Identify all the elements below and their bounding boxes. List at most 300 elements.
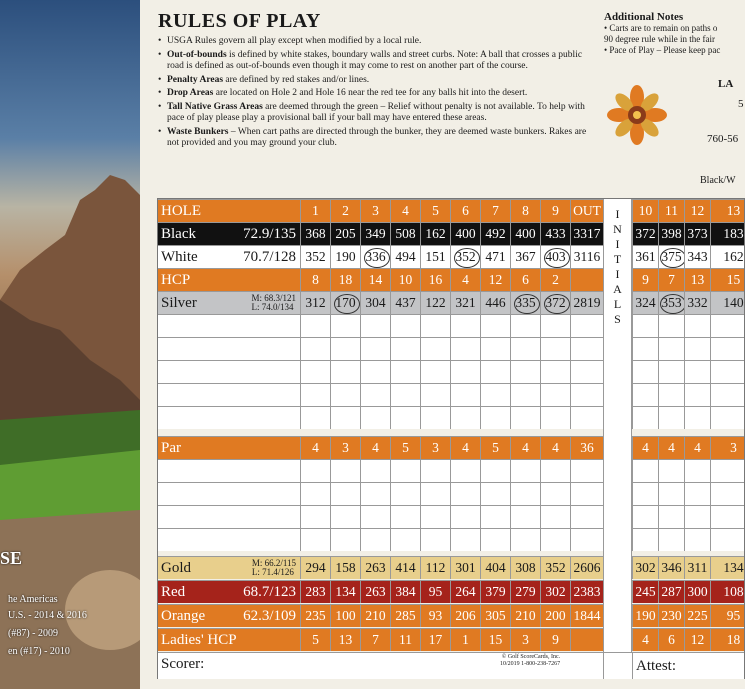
score-entry-row[interactable] xyxy=(158,505,744,528)
hole-10-cell: 10 xyxy=(632,200,658,222)
hole-5-cell[interactable] xyxy=(420,506,450,528)
hole-1-cell[interactable] xyxy=(300,460,330,482)
award-line-1: he Americas xyxy=(8,594,58,605)
hole-10-cell[interactable] xyxy=(632,506,658,528)
hole-2-cell: 100 xyxy=(330,605,360,627)
hole-9-cell[interactable] xyxy=(540,338,570,360)
row-label xyxy=(158,629,300,651)
row-label xyxy=(158,384,300,406)
hole-4-cell: 10 xyxy=(390,269,420,291)
contact-line: 760-56 xyxy=(707,133,739,145)
hole-13-cell: 95 xyxy=(710,605,745,627)
hole-9-cell: 9 xyxy=(540,629,570,651)
score-entry-row[interactable] xyxy=(158,360,744,383)
hole-2-cell[interactable] xyxy=(330,315,360,337)
initials-letter: S xyxy=(614,312,621,326)
hole-9-cell: 433 xyxy=(540,223,570,245)
hole-7-cell[interactable] xyxy=(480,506,510,528)
hole-10-cell[interactable] xyxy=(632,407,658,429)
hole-6-cell[interactable] xyxy=(450,460,480,482)
hole-7-cell[interactable] xyxy=(480,338,510,360)
hole-10-cell[interactable] xyxy=(632,483,658,505)
row-label: HOLE xyxy=(161,202,201,219)
rule-item: • Out-of-bounds is defined by white stakes, boundary walls and street curbs. Note: A ball that crosses a public road is defined as out-of-bounds even though it may come to rest on another part of the course. xyxy=(158,50,598,73)
gold-row xyxy=(158,556,744,579)
hole-4-cell[interactable] xyxy=(390,529,420,551)
hole-3-cell: 3 xyxy=(360,200,390,222)
hole-2-cell[interactable] xyxy=(330,361,360,383)
out-total-cell: 3317 xyxy=(570,223,603,245)
hole-2-cell[interactable] xyxy=(330,384,360,406)
hole-5-cell: 16 xyxy=(420,269,450,291)
hole-13-cell[interactable] xyxy=(710,407,745,429)
hole-6-cell[interactable] xyxy=(450,407,480,429)
hole-4-cell: 5 xyxy=(390,437,420,459)
hole-3-cell[interactable] xyxy=(360,529,390,551)
row-label xyxy=(158,506,300,528)
score-entry-row[interactable] xyxy=(158,314,744,337)
hole-6-cell: 352 xyxy=(450,246,480,268)
hole-12-cell[interactable] xyxy=(684,460,710,482)
hole-12-cell[interactable] xyxy=(684,361,710,383)
hole-2-cell[interactable] xyxy=(330,529,360,551)
hole-3-cell[interactable] xyxy=(360,338,390,360)
hole-6-cell[interactable] xyxy=(450,338,480,360)
hole-12-cell: 12 xyxy=(684,200,710,222)
hole-3-cell[interactable] xyxy=(360,407,390,429)
hole-5-cell[interactable] xyxy=(420,460,450,482)
hole-7-cell[interactable] xyxy=(480,529,510,551)
hole-13-cell[interactable] xyxy=(710,384,745,406)
rule-item: • USGA Rules govern all play except when modified by a local rule. xyxy=(158,36,598,48)
hole-2-cell: 13 xyxy=(330,629,360,651)
hole-8-cell[interactable] xyxy=(510,361,540,383)
hole-2-cell[interactable] xyxy=(330,460,360,482)
hole-4-cell[interactable] xyxy=(390,407,420,429)
hole-8-cell: 308 xyxy=(510,557,540,579)
hole-6-cell[interactable] xyxy=(450,361,480,383)
hole-13-cell[interactable] xyxy=(710,361,745,383)
hole-1-cell: 283 xyxy=(300,581,330,603)
hole-9-cell: 302 xyxy=(540,581,570,603)
out-total-cell: 2819 xyxy=(570,292,603,314)
hole-13-cell: 108 xyxy=(710,581,745,603)
hole-9-cell[interactable] xyxy=(540,460,570,482)
hole-9-cell[interactable] xyxy=(540,361,570,383)
tee-name: Ladies' HCP xyxy=(161,631,237,648)
hole-3-cell: 7 xyxy=(360,629,390,651)
hole-13-cell[interactable] xyxy=(710,483,745,505)
tee-name: Orange xyxy=(161,607,206,624)
hole-2-cell[interactable] xyxy=(330,407,360,429)
hole-11-cell[interactable] xyxy=(658,338,684,360)
hcp-row xyxy=(158,268,744,291)
par-row xyxy=(158,436,744,459)
row-label xyxy=(158,361,300,383)
row-label xyxy=(158,605,300,627)
hole-3-cell[interactable] xyxy=(360,384,390,406)
rule-item: • Penalty Areas are defined by red stakes and/or lines. xyxy=(158,75,598,87)
hole-1-cell: 368 xyxy=(300,223,330,245)
hole-7-cell[interactable] xyxy=(480,460,510,482)
hole-12-cell: 13 xyxy=(684,269,710,291)
hole-1-cell[interactable] xyxy=(300,361,330,383)
hole-8-cell: 279 xyxy=(510,581,540,603)
hole-2-cell: 158 xyxy=(330,557,360,579)
score-entry-row[interactable] xyxy=(158,337,744,360)
scorecard-table xyxy=(157,198,745,679)
hole-13-cell: 140 xyxy=(710,292,745,314)
hole-9-cell[interactable] xyxy=(540,384,570,406)
hole-3-cell[interactable] xyxy=(360,361,390,383)
hole-10-cell[interactable] xyxy=(632,384,658,406)
out-total-cell[interactable] xyxy=(570,506,603,528)
hole-2-cell: 190 xyxy=(330,246,360,268)
hole-12-cell[interactable] xyxy=(684,407,710,429)
row-label xyxy=(158,557,300,579)
hole-11-cell: 6 xyxy=(658,629,684,651)
hole-5-cell: 17 xyxy=(420,629,450,651)
tee-name: Silver xyxy=(161,294,197,311)
hole-8-cell: 400 xyxy=(510,223,540,245)
hole-7-cell[interactable] xyxy=(480,483,510,505)
hole-13-cell: 15 xyxy=(710,269,745,291)
hole-11-cell: 4 xyxy=(658,437,684,459)
score-entry-row[interactable] xyxy=(158,528,744,551)
hole-9-cell: 403 xyxy=(540,246,570,268)
hole-3-cell: 304 xyxy=(360,292,390,314)
course-rating: 70.7/128 xyxy=(243,248,296,265)
hole-6-cell: 301 xyxy=(450,557,480,579)
award-line-3: (#87) - 2009 xyxy=(8,628,58,639)
hole-13-cell[interactable] xyxy=(710,338,745,360)
hole-10-cell: 324 xyxy=(632,292,658,314)
hole-4-cell[interactable] xyxy=(390,338,420,360)
hole-12-cell[interactable] xyxy=(684,506,710,528)
hole-5-cell[interactable] xyxy=(420,338,450,360)
hole-6-cell[interactable] xyxy=(450,529,480,551)
hole-9-cell[interactable] xyxy=(540,506,570,528)
attest-label: Attest: xyxy=(632,653,745,679)
tee-name: Red xyxy=(161,583,186,600)
hole-4-cell: 494 xyxy=(390,246,420,268)
tee-name: Black xyxy=(161,225,196,242)
hole-11-cell[interactable] xyxy=(658,315,684,337)
hole-1-cell[interactable] xyxy=(300,338,330,360)
row-label xyxy=(158,460,300,482)
row-label xyxy=(158,407,300,429)
hole-12-cell[interactable] xyxy=(684,384,710,406)
initials-letter: T xyxy=(613,252,622,266)
hole-11-cell[interactable] xyxy=(658,506,684,528)
hole-6-cell: 4 xyxy=(450,437,480,459)
row-label xyxy=(158,315,300,337)
hole-5-cell[interactable] xyxy=(420,483,450,505)
hole-12-cell: 343 xyxy=(684,246,710,268)
hole-9-cell: 9 xyxy=(540,200,570,222)
course-rating: 62.3/109 xyxy=(243,607,296,624)
hole-1-cell[interactable] xyxy=(300,407,330,429)
hole-6-cell[interactable] xyxy=(450,384,480,406)
hole-1-cell[interactable] xyxy=(300,506,330,528)
initials-letter: I xyxy=(615,237,620,251)
hole-7-cell[interactable] xyxy=(480,384,510,406)
hole-4-cell[interactable] xyxy=(390,483,420,505)
hole-3-cell[interactable] xyxy=(360,483,390,505)
hole-9-cell[interactable] xyxy=(540,483,570,505)
hole-8-cell[interactable] xyxy=(510,506,540,528)
hole-6-cell: 4 xyxy=(450,269,480,291)
hole-8-cell[interactable] xyxy=(510,407,540,429)
hole-12-cell: 332 xyxy=(684,292,710,314)
hole-13-cell: 3 xyxy=(710,437,745,459)
hole-3-cell[interactable] xyxy=(360,315,390,337)
hole-5-cell[interactable] xyxy=(420,315,450,337)
initials-letter: I xyxy=(615,207,620,221)
rules-of-play xyxy=(158,10,598,152)
orange-row xyxy=(158,604,744,627)
hole-7-cell: 379 xyxy=(480,581,510,603)
hole-12-cell[interactable] xyxy=(684,338,710,360)
contact-line: Black/W xyxy=(700,175,736,186)
hole-1-cell: 294 xyxy=(300,557,330,579)
hole-3-cell: 4 xyxy=(360,437,390,459)
hole-7-cell[interactable] xyxy=(480,315,510,337)
out-total-cell[interactable] xyxy=(570,529,603,551)
course-rating: M: 68.3/121 L: 74.0/134 xyxy=(251,293,296,312)
hole-3-cell: 210 xyxy=(360,605,390,627)
hole-1-cell: 4 xyxy=(300,437,330,459)
hole-12-cell[interactable] xyxy=(684,529,710,551)
hole-3-cell: 336 xyxy=(360,246,390,268)
row-label xyxy=(158,338,300,360)
hole-2-cell: 3 xyxy=(330,437,360,459)
out-total-cell[interactable] xyxy=(570,460,603,482)
hole-13-cell: 162 xyxy=(710,246,745,268)
row-label xyxy=(158,292,300,314)
hole-6-cell[interactable] xyxy=(450,483,480,505)
hole-6-cell: 264 xyxy=(450,581,480,603)
hole-4-cell[interactable] xyxy=(390,506,420,528)
hole-10-cell[interactable] xyxy=(632,315,658,337)
hole-1-cell[interactable] xyxy=(300,315,330,337)
hole-5-cell: 95 xyxy=(420,581,450,603)
hole-3-cell[interactable] xyxy=(360,506,390,528)
hole-1-cell[interactable] xyxy=(300,384,330,406)
hole-13-cell[interactable] xyxy=(710,529,745,551)
out-total-cell: 2383 xyxy=(570,581,603,603)
hole-7-cell: 7 xyxy=(480,200,510,222)
hole-5-cell[interactable] xyxy=(420,407,450,429)
hole-7-cell: 446 xyxy=(480,292,510,314)
hole-4-cell[interactable] xyxy=(390,315,420,337)
hole-1-cell: 312 xyxy=(300,292,330,314)
hole-10-cell[interactable] xyxy=(632,361,658,383)
hole-10-cell: 372 xyxy=(632,223,658,245)
hole-11-cell[interactable] xyxy=(658,407,684,429)
black-row xyxy=(158,222,744,245)
hole-13-cell[interactable] xyxy=(710,315,745,337)
hole-9-cell: 200 xyxy=(540,605,570,627)
hole-2-cell: 134 xyxy=(330,581,360,603)
hole-12-cell[interactable] xyxy=(684,483,710,505)
hole-2-cell: 18 xyxy=(330,269,360,291)
hole-1-cell: 8 xyxy=(300,269,330,291)
hole-4-cell: 4 xyxy=(390,200,420,222)
hole-12-cell: 311 xyxy=(684,557,710,579)
hole-7-cell[interactable] xyxy=(480,407,510,429)
note-line: 90 degree rule while in the fair xyxy=(604,34,715,44)
hole-5-cell: 151 xyxy=(420,246,450,268)
hole-4-cell: 437 xyxy=(390,292,420,314)
hole-8-cell: 3 xyxy=(510,629,540,651)
award-line-4: en (#17) - 2010 xyxy=(8,646,70,657)
out-total-cell xyxy=(570,629,603,651)
hole-9-cell: 352 xyxy=(540,557,570,579)
hole-6-cell[interactable] xyxy=(450,315,480,337)
initials-letter: A xyxy=(613,282,622,296)
out-total-cell xyxy=(570,269,603,291)
hole-10-cell[interactable] xyxy=(632,529,658,551)
initials-spacer xyxy=(603,653,632,679)
hole-8-cell[interactable] xyxy=(510,460,540,482)
hole-12-cell: 4 xyxy=(684,437,710,459)
hole-11-cell[interactable] xyxy=(658,483,684,505)
hole-12-cell[interactable] xyxy=(684,315,710,337)
hole-2-cell[interactable] xyxy=(330,483,360,505)
course-rating: M: 66.2/115 L: 71.4/126 xyxy=(251,558,296,577)
note-line: • Pace of Play – Please keep pac xyxy=(604,45,721,55)
hole-7-cell: 12 xyxy=(480,269,510,291)
rule-item: • Tall Native Grass Areas are deemed through the green – Relief without penalty is not available. To help with pace of play please play a provisional ball if your ball may have entered these areas. xyxy=(158,102,598,125)
rules-list xyxy=(158,36,598,150)
hole-4-cell[interactable] xyxy=(390,361,420,383)
notes-title: Additional Notes xyxy=(604,12,684,23)
row-label xyxy=(158,246,300,268)
hole-8-cell[interactable] xyxy=(510,529,540,551)
hole-13-cell: 183 xyxy=(710,223,745,245)
out-total-cell: 36 xyxy=(570,437,603,459)
row-label xyxy=(158,581,300,603)
tee-name: Par xyxy=(161,439,181,456)
contact-line: LA xyxy=(718,78,734,90)
hole-2-cell[interactable] xyxy=(330,506,360,528)
hole-9-cell[interactable] xyxy=(540,529,570,551)
hole-5-cell[interactable] xyxy=(420,361,450,383)
course-rating: 72.9/135 xyxy=(243,225,296,242)
out-total-cell[interactable] xyxy=(570,361,603,383)
hole-8-cell[interactable] xyxy=(510,483,540,505)
score-entry-row[interactable] xyxy=(158,383,744,406)
score-entry-row[interactable] xyxy=(158,482,744,505)
hole-7-cell[interactable] xyxy=(480,361,510,383)
hole-3-cell[interactable] xyxy=(360,460,390,482)
hole-2-cell[interactable] xyxy=(330,338,360,360)
hole-11-cell: 353 xyxy=(658,292,684,314)
hole-10-cell: 4 xyxy=(632,437,658,459)
club-logo-icon xyxy=(606,84,668,146)
hole-2-cell: 170 xyxy=(330,292,360,314)
hole-8-cell: 210 xyxy=(510,605,540,627)
hole-11-cell[interactable] xyxy=(658,361,684,383)
scorer-label: Scorer: xyxy=(161,656,205,672)
hole-12-cell: 373 xyxy=(684,223,710,245)
hole-5-cell: 122 xyxy=(420,292,450,314)
hole-8-cell[interactable] xyxy=(510,384,540,406)
silver-row xyxy=(158,291,744,314)
copyright-note: © Golf ScoreCards, Inc. 10/2019 1-800-238-7267 xyxy=(500,654,561,667)
out-total-cell[interactable] xyxy=(570,384,603,406)
hole-11-cell[interactable] xyxy=(658,529,684,551)
hole-10-cell: 190 xyxy=(632,605,658,627)
hole-1-cell: 5 xyxy=(300,629,330,651)
hole-13-cell[interactable] xyxy=(710,460,745,482)
hole-1-cell: 352 xyxy=(300,246,330,268)
hole-7-cell: 404 xyxy=(480,557,510,579)
out-total-cell[interactable] xyxy=(570,338,603,360)
rule-item: • Waste Bunkers – When cart paths are directed through the bunker, they are deemed waste bunkers. Rakes are not provided and you may ground your club. xyxy=(158,127,598,150)
row-label xyxy=(158,223,300,245)
hole-6-cell[interactable] xyxy=(450,506,480,528)
hole-8-cell: 6 xyxy=(510,269,540,291)
hole-1-cell[interactable] xyxy=(300,529,330,551)
course-name-fragment: SE xyxy=(0,548,23,568)
hole-9-cell[interactable] xyxy=(540,315,570,337)
hole-3-cell: 349 xyxy=(360,223,390,245)
tee-name: HCP xyxy=(161,271,191,288)
hole-5-cell: 93 xyxy=(420,605,450,627)
score-entry-row[interactable] xyxy=(158,406,744,429)
hole-9-cell[interactable] xyxy=(540,407,570,429)
hole-4-cell: 384 xyxy=(390,581,420,603)
hole-1-cell[interactable] xyxy=(300,483,330,505)
hole-10-cell[interactable] xyxy=(632,338,658,360)
rules-title: RULES OF PLAY xyxy=(158,10,321,32)
row-label xyxy=(158,269,300,291)
course-rating: 68.7/123 xyxy=(243,583,296,600)
hole-5-cell[interactable] xyxy=(420,529,450,551)
hole-13-cell[interactable] xyxy=(710,506,745,528)
hole-10-cell[interactable] xyxy=(632,460,658,482)
hole-7-cell: 492 xyxy=(480,223,510,245)
out-total-cell: 2606 xyxy=(570,557,603,579)
hole-13-cell: 18 xyxy=(710,629,745,651)
hole-4-cell[interactable] xyxy=(390,384,420,406)
hole-8-cell: 8 xyxy=(510,200,540,222)
white-row xyxy=(158,245,744,268)
tee-name: White xyxy=(161,248,198,265)
hole-11-cell[interactable] xyxy=(658,384,684,406)
hole-10-cell: 302 xyxy=(632,557,658,579)
out-total-cell: 1844 xyxy=(570,605,603,627)
hole-8-cell[interactable] xyxy=(510,315,540,337)
hole-9-cell: 4 xyxy=(540,437,570,459)
hole-5-cell[interactable] xyxy=(420,384,450,406)
out-total-cell[interactable] xyxy=(570,483,603,505)
out-total-cell: OUT xyxy=(570,200,603,222)
score-entry-row[interactable] xyxy=(158,459,744,482)
hole-8-cell[interactable] xyxy=(510,338,540,360)
hole-11-cell[interactable] xyxy=(658,460,684,482)
hole-4-cell: 285 xyxy=(390,605,420,627)
hole-6-cell: 321 xyxy=(450,292,480,314)
out-total-cell[interactable] xyxy=(570,315,603,337)
hole-4-cell[interactable] xyxy=(390,460,420,482)
hole-8-cell: 4 xyxy=(510,437,540,459)
hole-1-cell: 235 xyxy=(300,605,330,627)
out-total-cell[interactable] xyxy=(570,407,603,429)
hole-8-cell: 367 xyxy=(510,246,540,268)
